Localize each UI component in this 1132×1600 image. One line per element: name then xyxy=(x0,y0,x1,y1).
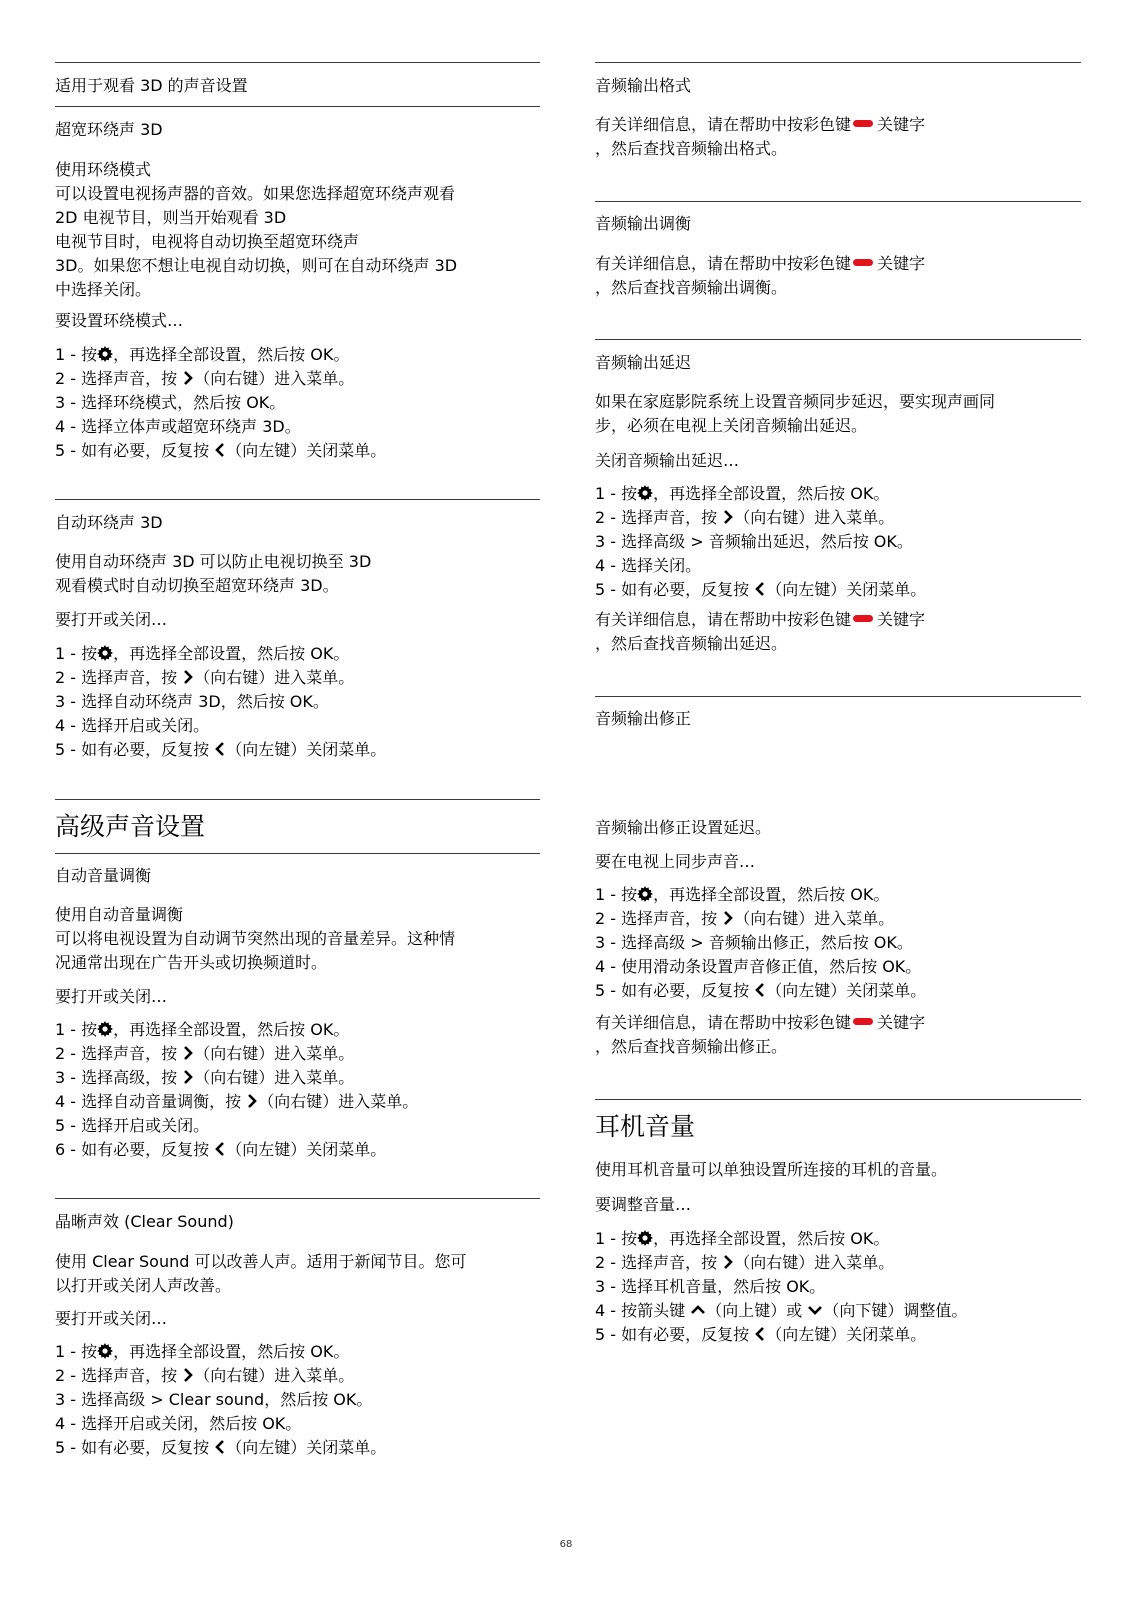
page-number: 68 xyxy=(559,1539,573,1550)
red-key-icon xyxy=(853,259,873,266)
steps-intro: 要打开或关闭… xyxy=(55,987,168,1006)
paragraph-headphone: 使用耳机音量可以单独设置所连接的耳机的音量。 xyxy=(595,1160,948,1179)
steps-intro: 要打开或关闭… xyxy=(55,610,168,629)
step-item: 1 - 按 ，再选择全部设置，然后按 OK。 xyxy=(595,885,890,904)
divider xyxy=(595,696,1081,697)
step-item: 4 - 使用滑动条设置声音修正值，然后按 OK。 xyxy=(595,957,922,976)
divider xyxy=(595,1099,1081,1100)
chevron-right-icon xyxy=(182,1367,194,1383)
step-item: 2 - 选择声音，按 （向右键）进入菜单。 xyxy=(55,1366,355,1385)
step-item: 1 - 按 ，再选择全部设置，然后按 OK。 xyxy=(55,1342,350,1361)
chevron-left-icon xyxy=(214,1439,226,1455)
divider xyxy=(55,62,540,63)
paragraph-clear-sound xyxy=(55,1250,540,1298)
chevron-left-icon xyxy=(214,442,226,458)
subheading-auto-volume: 使用自动音量调衡 xyxy=(55,905,184,924)
step-item: 3 - 选择耳机音量，然后按 OK。 xyxy=(595,1277,826,1296)
info-line: ，然后查找音频输出延迟。 xyxy=(595,634,788,653)
step-item: 5 - 如有必要，反复按 （向左键）关闭菜单。 xyxy=(595,580,927,599)
step-list xyxy=(595,1227,1081,1347)
step-item: 1 - 按 ，再选择全部设置，然后按 OK。 xyxy=(595,484,890,503)
chevron-up-icon xyxy=(690,1304,706,1316)
gear-icon xyxy=(97,1021,113,1037)
step-list xyxy=(55,343,540,463)
info-line: 有关详细信息，请在帮助中按彩色键 关键字 xyxy=(595,115,926,134)
chevron-left-icon xyxy=(214,1141,226,1157)
paragraph-audio-offset: 音频输出修正设置延迟。 xyxy=(595,818,772,837)
steps-intro: 要设置环绕模式… xyxy=(55,311,184,330)
step-item: 3 - 选择高级 > Clear sound，然后按 OK。 xyxy=(55,1390,373,1409)
section-title-auto-volume: 自动音量调衡 xyxy=(55,866,152,885)
section-title-audio-out-format: 音频输出格式 xyxy=(595,76,692,95)
step-item: 4 - 选择开启或关闭。 xyxy=(55,716,210,735)
step-list xyxy=(55,1018,540,1162)
gear-icon xyxy=(637,886,653,902)
section-title-audio-out-leveling: 音频输出调衡 xyxy=(595,214,692,233)
red-key-icon xyxy=(853,615,873,622)
info-line: 有关详细信息，请在帮助中按彩色键 关键字 xyxy=(595,610,926,629)
divider xyxy=(595,201,1081,202)
step-item: 2 - 选择声音，按 （向右键）进入菜单。 xyxy=(595,909,895,928)
step-item: 2 - 选择声音，按 （向右键）进入菜单。 xyxy=(55,369,355,388)
info-paragraph xyxy=(595,113,1081,161)
divider xyxy=(55,106,540,107)
section-title-auto-surround: 自动环绕声 3D xyxy=(55,513,163,532)
divider xyxy=(595,339,1081,340)
body-line: 步，必须在电视上关闭音频输出延迟。 xyxy=(595,416,868,435)
chevron-right-icon xyxy=(722,509,734,525)
step-list xyxy=(55,1340,540,1460)
step-item: 6 - 如有必要，反复按 （向左键）关闭菜单。 xyxy=(55,1140,387,1159)
step-item: 5 - 如有必要，反复按 （向左键）关闭菜单。 xyxy=(595,981,927,1000)
body-line: 可以将电视设置为自动调节突然出现的音量差异。这种情 xyxy=(55,929,456,948)
step-item: 5 - 如有必要，反复按 （向左键）关闭菜单。 xyxy=(595,1325,927,1344)
info-line: 有关详细信息，请在帮助中按彩色键 关键字 xyxy=(595,254,926,273)
body-line: 观看模式时自动切换至超宽环绕声 3D。 xyxy=(55,576,339,595)
paragraph-audio-delay xyxy=(595,390,1081,438)
chevron-right-icon xyxy=(182,1069,194,1085)
body-line: 中选择关闭。 xyxy=(55,280,152,299)
step-item: 4 - 选择立体声或超宽环绕声 3D。 xyxy=(55,417,301,436)
divider xyxy=(55,853,540,854)
red-key-icon xyxy=(853,1018,873,1025)
step-item: 3 - 选择高级 > 音频输出延迟，然后按 OK。 xyxy=(595,532,913,551)
steps-intro: 要打开或关闭… xyxy=(55,1309,168,1328)
chevron-right-icon xyxy=(182,1045,194,1061)
red-key-icon xyxy=(853,120,873,127)
body-line: 使用自动环绕声 3D 可以防止电视切换至 3D xyxy=(55,552,372,571)
step-list xyxy=(55,642,540,762)
chevron-left-icon xyxy=(754,1326,766,1342)
steps-intro: 要调整音量… xyxy=(595,1195,692,1214)
gear-icon xyxy=(637,485,653,501)
paragraph-surround xyxy=(55,182,540,302)
step-item: 2 - 选择声音，按 （向右键）进入菜单。 xyxy=(55,668,355,687)
paragraph-auto-surround xyxy=(55,550,540,598)
step-item: 2 - 选择声音，按 （向右键）进入菜单。 xyxy=(595,1253,895,1272)
divider xyxy=(55,799,540,800)
steps-intro: 关闭音频输出延迟… xyxy=(595,451,740,470)
chevron-right-icon xyxy=(722,910,734,926)
step-item: 1 - 按 ，再选择全部设置，然后按 OK。 xyxy=(595,1229,890,1248)
step-item: 3 - 选择高级，按 （向右键）进入菜单。 xyxy=(55,1068,355,1087)
info-line: 有关详细信息，请在帮助中按彩色键 关键字 xyxy=(595,1013,926,1032)
body-line: 可以设置电视扬声器的音效。如果您选择超宽环绕声观看 xyxy=(55,184,456,203)
body-line: 3D。如果您不想让电视自动切换，则可在自动环绕声 3D xyxy=(55,256,458,275)
gear-icon xyxy=(97,346,113,362)
section-title-3d-sound: 适用于观看 3D 的声音设置 xyxy=(55,76,248,95)
step-item: 1 - 按 ，再选择全部设置，然后按 OK。 xyxy=(55,644,350,663)
info-paragraph xyxy=(595,1011,1081,1059)
step-item: 3 - 选择自动环绕声 3D，然后按 OK。 xyxy=(55,692,329,711)
chevron-left-icon xyxy=(754,982,766,998)
body-line: 2D 电视节目，则当开始观看 3D xyxy=(55,208,287,227)
paragraph-auto-volume xyxy=(55,927,540,975)
info-line: ，然后查找音频输出格式。 xyxy=(595,139,788,158)
step-item: 4 - 选择关闭。 xyxy=(595,556,702,575)
section-title-audio-out-offset: 音频输出修正 xyxy=(595,709,692,728)
chevron-right-icon xyxy=(246,1093,258,1109)
step-item: 2 - 选择声音，按 （向右键）进入菜单。 xyxy=(595,508,895,527)
step-item: 5 - 如有必要，反复按 （向左键）关闭菜单。 xyxy=(55,1438,387,1457)
chevron-left-icon xyxy=(214,741,226,757)
step-item: 4 - 选择自动音量调衡，按 （向右键）进入菜单。 xyxy=(55,1092,419,1111)
chevron-down-icon xyxy=(807,1304,823,1316)
body-line: 况通常出现在广告开头或切换频道时。 xyxy=(55,953,328,972)
gear-icon xyxy=(637,1230,653,1246)
step-item: 3 - 选择高级 > 音频输出修正，然后按 OK。 xyxy=(595,933,913,952)
chevron-right-icon xyxy=(722,1254,734,1270)
info-paragraph xyxy=(595,608,1081,656)
step-item: 5 - 如有必要，反复按 （向左键）关闭菜单。 xyxy=(55,441,387,460)
step-list xyxy=(595,883,1081,1003)
heading-headphone-volume: 耳机音量 xyxy=(595,1112,696,1141)
step-item: 2 - 选择声音，按 （向右键）进入菜单。 xyxy=(55,1044,355,1063)
gear-icon xyxy=(97,645,113,661)
section-title-audio-out-delay: 音频输出延迟 xyxy=(595,353,692,372)
info-line: ，然后查找音频输出修正。 xyxy=(595,1037,788,1056)
body-line: 电视节目时，电视将自动切换至超宽环绕声 xyxy=(55,232,360,251)
step-list xyxy=(595,482,1081,602)
step-item: 1 - 按 ，再选择全部设置，然后按 OK。 xyxy=(55,1020,350,1039)
step-item: 5 - 如有必要，反复按 （向左键）关闭菜单。 xyxy=(55,740,387,759)
chevron-right-icon xyxy=(182,669,194,685)
step-item: 4 - 按箭头键 （向上键）或 （向下键）调整值。 xyxy=(595,1301,968,1320)
body-line: 如果在家庭影院系统上设置音频同步延迟，要实现声画同 xyxy=(595,392,996,411)
section-title-surround-3d: 超宽环绕声 3D xyxy=(55,120,163,139)
chevron-left-icon xyxy=(754,581,766,597)
step-item: 3 - 选择环绕模式，然后按 OK。 xyxy=(55,393,286,412)
step-item: 5 - 选择开启或关闭。 xyxy=(55,1116,210,1135)
step-item: 1 - 按 ，再选择全部设置，然后按 OK。 xyxy=(55,345,350,364)
info-paragraph xyxy=(595,252,1081,300)
divider xyxy=(55,499,540,500)
step-item: 4 - 选择开启或关闭，然后按 OK。 xyxy=(55,1414,302,1433)
chevron-right-icon xyxy=(182,370,194,386)
steps-intro: 要在电视上同步声音… xyxy=(595,852,756,871)
section-title-clear-sound: 晶晰声效 (Clear Sound) xyxy=(55,1212,234,1231)
heading-advanced-sound: 高级声音设置 xyxy=(55,812,206,841)
divider xyxy=(55,1198,540,1199)
gear-icon xyxy=(97,1343,113,1359)
body-line: 以打开或关闭人声改善。 xyxy=(55,1276,232,1295)
body-line: 使用 Clear Sound 可以改善人声。适用于新闻节目。您可 xyxy=(55,1252,467,1271)
info-line: ，然后查找音频输出调衡。 xyxy=(595,278,788,297)
divider xyxy=(595,62,1081,63)
subheading-surround-mode: 使用环绕模式 xyxy=(55,160,152,179)
